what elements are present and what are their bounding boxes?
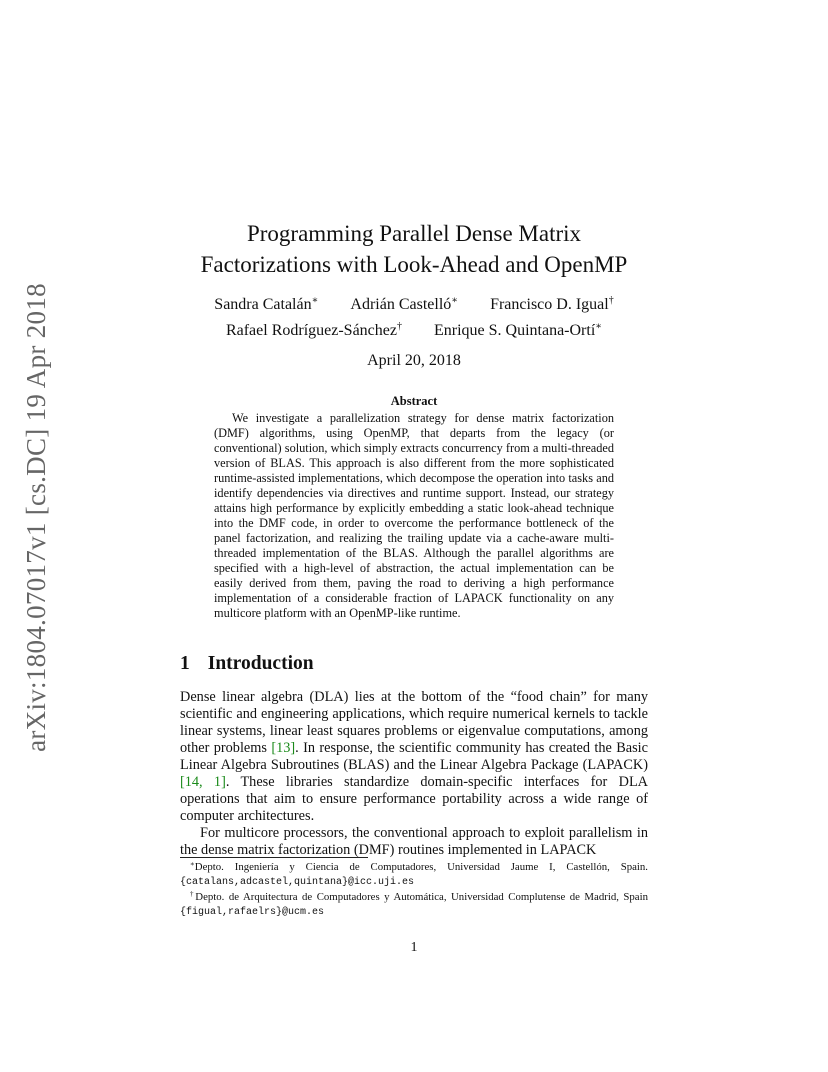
footnote-affiliation: ∗Depto. Ingeniería y Ciencia de Computadores, Universidad Jaume I, Castellón, Spain. {catalans,adcastel,quintana}@icc.uji.es — [180, 860, 648, 888]
citation-link[interactable]: [13] — [271, 740, 296, 756]
author-row-2 — [150, 318, 678, 344]
citation-link[interactable]: [14, 1] — [180, 774, 226, 790]
author: Francisco D. Igual† — [490, 295, 614, 313]
footnote-divider — [180, 857, 368, 858]
section-number: 1 — [180, 653, 190, 674]
author: Rafael Rodríguez-Sánchez† — [225, 321, 402, 339]
email-addresses: {catalans,adcastel,quintana}@icc.uji.es — [180, 876, 415, 888]
page-number: 1 — [410, 940, 418, 955]
publication-date: April 20, 2018 — [367, 352, 461, 369]
email-addresses: {figual,rafaelrs}@ucm.es — [180, 906, 325, 918]
section-heading-introduction — [180, 653, 314, 675]
paragraph: Dense linear algebra (DLA) lies at the bottom of the “food chain” for many scientific and engineering applications, which require numerical kernels to tackle linear systems, linear least squares problems or eigenvalue computations, among other problems [13]. In response, the scientific community has created the Basic Linear Algebra Subroutines (BLAS) and the Linear Algebra Package (LAPACK) [14, 1]. These libraries standardize domain-specific interfaces for DLA operations that aim to ensure performance portability across a wide range of computer architectures. — [180, 689, 649, 824]
paper-title — [150, 218, 678, 280]
author-row-1 — [150, 292, 678, 318]
author: Enrique S. Quintana-Ortí∗ — [433, 321, 603, 339]
title-line-1: Programming Parallel Dense Matrix — [246, 221, 582, 246]
author: Adrián Castelló∗ — [350, 295, 459, 313]
introduction-body — [180, 689, 648, 859]
title-line-2: Factorizations with Look-Ahead and OpenMP — [200, 252, 628, 277]
abstract-text: We investigate a parallelization strategy for dense matrix factorization (DMF) algorithms, using OpenMP, that departs from the legacy (or conventional) solution, which simply extracts concurrency from a multi-threaded version of BLAS. This approach is also different from the more sophisticated runtime-assisted implementations, which decompose the operation into tasks and identify dependencies via directives and runtime support. Instead, our strategy attains high performance by explicitly embedding a static look-ahead technique into the DMF code, in order to overcome the performance bottleneck of the panel factorization, and realizing the trailing update via a cache-aware multi-threaded implementation of the BLAS. Although the parallel algorithms are specified with a high-level of abstraction, the actual implementation can be easily derived from them, paving the road to deriving a high performance implementation of a considerable fraction of LAPACK functionality on any multicore platform with an OpenMP-like runtime. — [214, 411, 614, 620]
author: Sandra Catalán∗ — [214, 295, 319, 313]
abstract — [214, 394, 614, 621]
section-title: Introduction — [207, 653, 314, 674]
footnote-affiliation: †Depto. de Arquitectura de Computadores y Automática, Universidad Complutense de Madrid, Spain {figual,rafaelrs}@ucm.es — [180, 890, 649, 918]
footnotes — [180, 861, 648, 919]
abstract-heading: Abstract — [390, 394, 438, 408]
author-list — [150, 292, 678, 344]
arxiv-identifier-sidebar — [18, 282, 54, 752]
paragraph: For multicore processors, the conventional approach to exploit parallelism in the dense matrix factorization (DMF) routines implemented in LAPACK — [180, 825, 648, 858]
arxiv-identifier: arXiv:1804.07017v1 [cs.DC] 19 Apr 2018 — [20, 282, 51, 752]
